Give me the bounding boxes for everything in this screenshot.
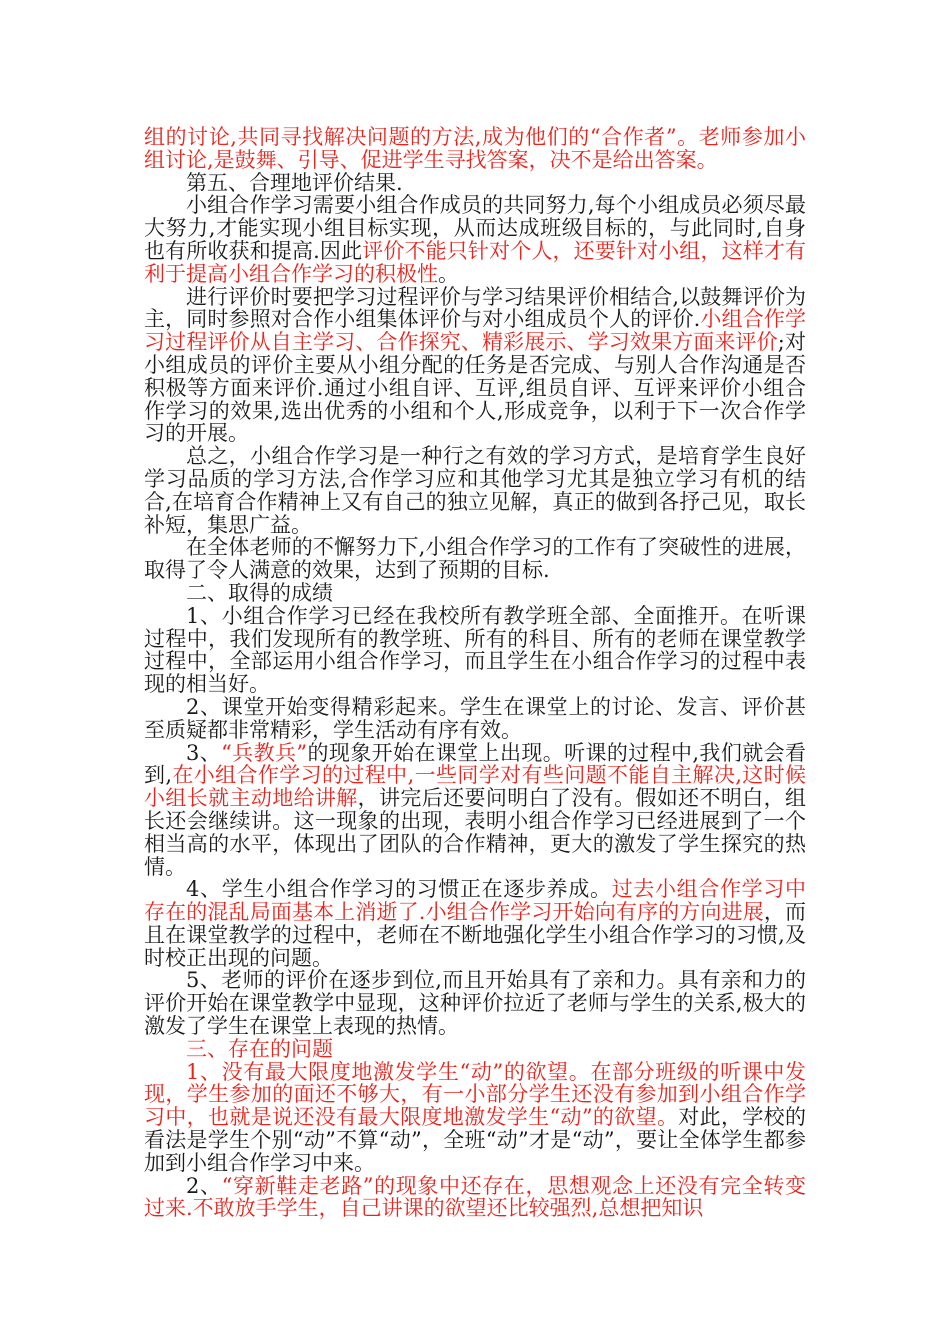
highlighted-text-run: “兵教兵” [221,740,308,765]
body-paragraph [144,969,806,1037]
body-paragraph [144,742,806,879]
highlighted-text-run: 评价不能只针对个人，还要针对小组，这样才有利于提高小组合作学习的积极性 [144,238,806,286]
text-run: 3、 [186,740,222,765]
body-paragraph [144,194,806,285]
body-paragraph [144,126,806,172]
body-paragraph [144,605,806,696]
body-paragraph [144,172,806,195]
text-run: ;对小组成员的评价主要从小组分配的任务是否完成、与别人合作沟通是否积极等方面来评价.通过小组自评、互评,组员自评、互评来评价小组合作学习的效果,选出优秀的小组和个人,形成竞争，以利于下一次合作学习的开展。 [144,330,806,446]
text-run: ，讲完后还要问明白了没有。假如还不明白，组长还会继续讲。这一现象的出现，表明小组合作学习已经进展到了一个相当高的水平，体现出了团队的合作精神，更大的激发了学生探究的热情。 [144,786,807,879]
text-run: ，而且在课堂教学的过程中，老师在不断地强化学生小组合作学习的习惯,及时校正出现的问题。 [144,900,806,970]
text-run: 二、取得的成绩 [186,580,333,605]
body-paragraph [144,582,806,605]
text-run: 的现象开始在课堂上出现。听课的过程中,我们就会看到, [144,740,806,788]
text-run: 1、小组合作学习已经在我校所有教学班全部、全面推开。在听课过程中，我们发现所有的教学班、所有的科目、所有的老师在课堂教学过程中，全部运用小组合作学习，而且学生在小组合作学习的过程中表现的相当好。 [144,603,806,697]
text-run: 总之，小组合作学习是一种行之有效的学习方式，是培育学生良好学习品质的学习方法,合作学习应和其他学习尤其是独立学习有机的结合,在培育合作精神上又有自己的独立见解，真正的做到各抒己见，取长补短，集思广益。 [144,444,806,537]
text-run: 4、学生小组合作学习的习惯正在逐步养成。 [186,877,612,902]
highlighted-text-run: 过去小组合作学习中存在的混乱局面基本上消逝了.小组合作学习开始向有序的方向进展 [144,877,807,925]
highlighted-text-run: 在小组合作学习的过程中,一些同学对有些问题不能自主解决,这时候小组长就主动地给讲解 [144,763,806,811]
text-run: 对此，学校的看法是学生个别“动”不算“动”，全班“动”才是“动”，要让全体学生都参加到小组合作学习中来。 [144,1105,806,1175]
text-run: 2、 [186,1173,222,1198]
body-paragraph [144,286,806,446]
document-page [144,126,806,1220]
text-run: 5、老师的评价在逐步到位,而且开始具有了亲和力。具有亲和力的评价开始在课堂教学中显现，这种评价拉近了老师与学生的关系,极大的激发了学生在课堂上表现的热情。 [144,968,806,1039]
text-run: 进行评价时要把学习过程评价与学习结果评价相结合,以鼓舞评价为主，同时参照对合作小组集体评价与对小组成员个人的评价. [144,284,806,332]
body-paragraph [144,445,806,536]
body-paragraph [144,1175,806,1221]
highlighted-text-run: 三、存在的问题 [186,1036,333,1061]
highlighted-text-run: 小组合作学习过程评价从自主学习、合作探究、精彩展示、学习效果方面来评价 [144,307,806,355]
body-paragraph [144,696,806,742]
highlighted-text-run: “穿新鞋走老路”的现象中还存在，思想观念上还没有完全转变过来.不敢放手学生，自己讲课的欲望还比较强烈,总想把知识 [144,1173,806,1221]
highlighted-text-run: 组的讨论,共同寻找解决问题的方法,成为他们的“合作者”。老师参加小组讨论,是鼓舞、引导、促进学生寻找答案，决不是给出答案。 [144,125,806,172]
text-run: 。 [438,261,459,286]
text-run: 在全体老师的不懈努力下,小组合作学习的工作有了突破性的进展，取得了令人满意的效果，达到了预期的目标. [144,535,806,583]
highlighted-text-run: 1、没有最大限度地激发学生“动”的欲望。在部分班级的听课中发现，学生参加的面还不够大，有一小部分学生还没有参加到小组合作学习中，也就是说还没有最大限度地激发学生“动”的欲望。 [144,1059,806,1130]
body-paragraph [144,536,806,582]
body-paragraph [144,878,806,969]
text-run: 2、课堂开始变得精彩起来。学生在课堂上的讨论、发言、评价甚至质疑都非常精彩，学生活动有序有效。 [144,694,806,742]
body-paragraph [144,1038,806,1061]
body-paragraph [144,1061,806,1175]
text-run: 小组合作学习需要小组合作成员的共同努力,每个小组成员必须尽最大努力,才能实现小组目标实现，从而达成班级目标的，与此同时,自身也有所收获和提高.因此 [144,193,806,263]
text-run: 第五、合理地评价结果. [186,170,403,195]
